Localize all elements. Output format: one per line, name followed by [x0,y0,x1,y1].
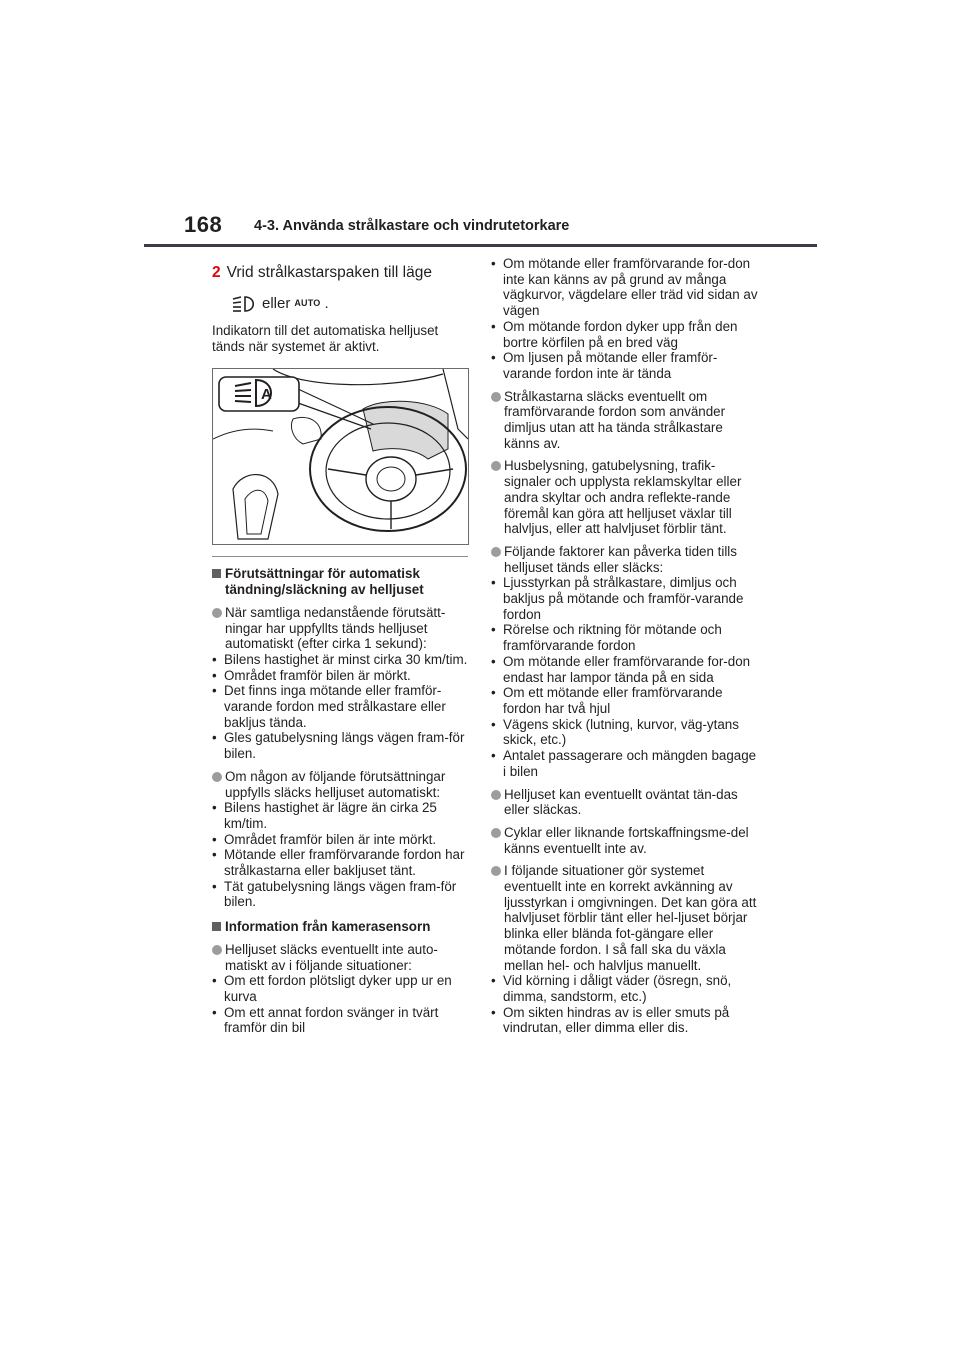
list-item-text: Området framför bilen är mörkt. [224,667,411,683]
dash-list [212,800,468,910]
dash-list [491,575,758,779]
step-number: 2 [212,264,221,281]
list-item: • Om mötande eller framförvarande for-don endast har lampor tända på en sida [491,654,758,685]
list-item: • Mötande eller framförvarande fordon har strålkastarna eller bakljuset tänt. [212,847,468,878]
list-item: • Om mötande fordon dyker upp från den bortre körfilen på en bred väg [491,319,758,350]
dash-list [212,973,468,1036]
left-column [212,258,468,1036]
list-item: • Tät gatubelysning längs vägen fram-för bilen. [212,879,468,910]
list-item: • Om ett fordon plötsligt dyker upp ur en kurva [212,973,468,1004]
circle-bullet-icon [491,866,501,876]
bullet-item [491,825,758,856]
circle-bullet-icon [212,772,222,782]
right-column [491,256,758,1036]
circle-bullet-icon [212,945,222,955]
list-item-text: Mötande eller framförvarande fordon har strålkastarna eller bakljuset tänt. [224,847,465,879]
bullet-text: När samtliga nedanstående förutsätt-ningar har uppfyllts tänds helljuset automatiskt (efter cirka 1 sekund): [225,604,446,652]
circle-bullet-icon [491,392,501,402]
list-item-text: Antalet passagerare och mängden bagage i bilen [503,748,757,779]
bullet-item [491,389,758,452]
list-item-text: Bilens hastighet är lägre än cirka 25 km/tim. [224,800,437,831]
bullet-text: Följande faktorer kan påverka tiden tills helljuset tänds eller släcks: [504,543,737,575]
list-item: • Ljusstyrkan på strålkastare, dimljus och bakljus på mötande och framför-varande fordon [491,575,758,622]
circle-bullet-icon [491,828,501,838]
intro-paragraph: Indikatorn till det automatiska helljuset tänds när systemet är aktivt. [212,323,439,354]
list-item: • Området framför bilen är inte mörkt. [212,832,468,848]
auto-label: AUTO [294,298,321,309]
dash-list [212,652,468,762]
list-item: • Vid körning i dåligt väder (ösregn, snö, dimma, sandstorm, etc.) [491,973,758,1004]
list-item-text: Om ett fordon plötsligt dyker upp ur en kurva [224,973,452,1004]
square-bullet-icon [212,569,221,578]
bullet-item [491,544,758,575]
bullet-text: Strålkastarna släcks eventuellt om framförvarande fordon som använder dimljus utan att ha tända strålkastare känns av. [504,388,726,451]
circle-bullet-icon [212,608,222,618]
list-item: • Om sikten hindras av is eller smuts på vindrutan, eller dimma eller dis. [491,1005,758,1036]
list-item: • Om ett annat fordon svänger in tvärt framför din bil [212,1005,468,1036]
bullet-text: Cyklar eller liknande fortskaffningsme-del känns eventuellt inte av. [504,824,749,856]
list-item-text: Om ljusen på mötande eller framför-varande fordon inte är tända [503,350,718,381]
circle-bullet-icon [491,547,501,557]
list-item-text: Tät gatubelysning längs vägen fram-för bilen. [224,878,457,910]
list-item-text: Om mötande eller framförvarande for-don inte kan känns av på grund av många vägkurvor, vägdelare eller träd vid sidan av vägen [503,256,758,319]
step-2 [212,263,468,283]
square-bullet-icon [212,922,221,931]
bullet-text: Om någon av följande förutsättningar uppfylls släcks helljuset automatiskt: [225,768,446,800]
list-item: • Om ljusen på mötande eller framför-varande fordon inte är tända [491,350,758,381]
bullet-text: I följande situationer gör systemet eventuellt inte en korrekt avkänning av ljusstyrkan i omgivningen. Det kan göra att halvljuset förblir tänt eller hel-ljuset börjar blinka eller blända fot-gängare eller mötande fordon. I så fall ska du växla mellan hel- och halvljus manuellt. [504,863,757,973]
instrument-panel-illustration [212,368,469,545]
list-item-text: Bilens hastighet är minst cirka 30 km/tim. [224,651,468,667]
list-item-text: Rörelse och riktning för mötande och framförvarande fordon [503,622,722,654]
list-item-text: Om sikten hindras av is eller smuts på vindrutan, eller dimma eller dis. [503,1004,730,1036]
list-item-text: Vägens skick (lutning, kurvor, väg-ytans skick, etc.) [503,716,739,748]
list-item: • Rörelse och riktning för mötande och framförvarande fordon [491,622,758,653]
list-item-text: Ljusstyrkan på strålkastare, dimljus och bakljus på mötande och framför-varande fordon [503,575,744,622]
page-number: 168 [184,212,223,237]
list-item: • Området framför bilen är mörkt. [212,668,468,684]
bullet-item [491,787,758,818]
bullet-text: Helljuset kan eventuellt oväntat tän-das eller släckas. [504,786,738,818]
list-item-text: Om mötande fordon dyker upp från den bortre körfilen på en bred väg [503,318,738,350]
list-item: • Bilens hastighet är minst cirka 30 km/tim. [212,651,468,667]
page-header [0,0,960,250]
icon-letter: A [261,386,272,404]
section-title: 4-3. Använda strålkastare och vindrutetorkare [254,218,570,234]
header-divider [144,244,817,247]
list-item: • Vägens skick (lutning, kurvor, väg-ytans skick, etc.) [491,717,758,748]
bullet-text: Helljuset släcks eventuellt inte auto-matiskt av i följande situationer: [225,941,438,973]
steering-wheel-illustration [213,369,468,544]
figure-divider [212,556,468,557]
step-text: Vrid strålkastarspaken till läge [226,264,432,281]
list-item-text: Om ett mötande eller framförvarande fordon har två hjul [503,685,723,716]
dash-list-continued [491,256,758,382]
list-item-text: Området framför bilen är inte mörkt. [224,831,437,847]
bullet-item [491,863,758,973]
heading-conditions [212,566,468,597]
auto-high-beam-icon [232,295,258,313]
circle-bullet-icon [491,790,501,800]
list-item: • Bilens hastighet är lägre än cirka 25 km/tim. [212,800,468,831]
bullet-item [212,942,468,973]
dash-list [491,973,758,1036]
bullet-item [212,769,468,800]
list-item: • Antalet passagerare och mängden bagage i bilen [491,748,757,779]
list-item: • Det finns inga mötande eller framför-varande fordon med strålkastare eller bakljus tända. [212,683,468,730]
heading-conditions-text: Förutsättningar för automatisk tändning/släckning av helljuset [225,566,424,598]
or-text: eller [262,295,291,313]
step-icons-line [212,295,468,313]
heading-camera-sensor-text: Information från kamerasensorn [225,919,431,935]
list-item-text: Vid körning i dåligt väder (ösregn, snö, dimma, sandstorm, etc.) [503,973,732,1004]
heading-camera-sensor [212,919,468,935]
list-item: • Om mötande eller framförvarande for-don inte kan känns av på grund av många vägkurvor, vägdelare eller träd vid sidan av vägen [491,256,758,319]
bullet-item [491,458,758,537]
list-item-text: Gles gatubelysning längs vägen fram-för bilen. [224,730,465,762]
list-item-text: Om ett annat fordon svänger in tvärt framför din bil [224,1004,439,1036]
list-item: • Om ett mötande eller framförvarande fordon har två hjul [491,685,758,716]
list-item-text: Om mötande eller framförvarande for-don endast har lampor tända på en sida [503,653,751,685]
bullet-text: Husbelysning, gatubelysning, trafik-signaler och upplysta reklamskyltar eller andra skyltar och andra reflekte-rande föremål kan göra att helljuset växlar till halvljus, eller att halvljuset förblir tänt. [504,458,742,537]
circle-bullet-icon [491,461,501,471]
list-item-text: Det finns inga mötande eller framför-varande fordon med strålkastare eller bakljus tända. [224,683,446,730]
step-period: . [324,295,329,313]
list-item: • Gles gatubelysning längs vägen fram-för bilen. [212,730,468,761]
bullet-item [212,605,468,652]
